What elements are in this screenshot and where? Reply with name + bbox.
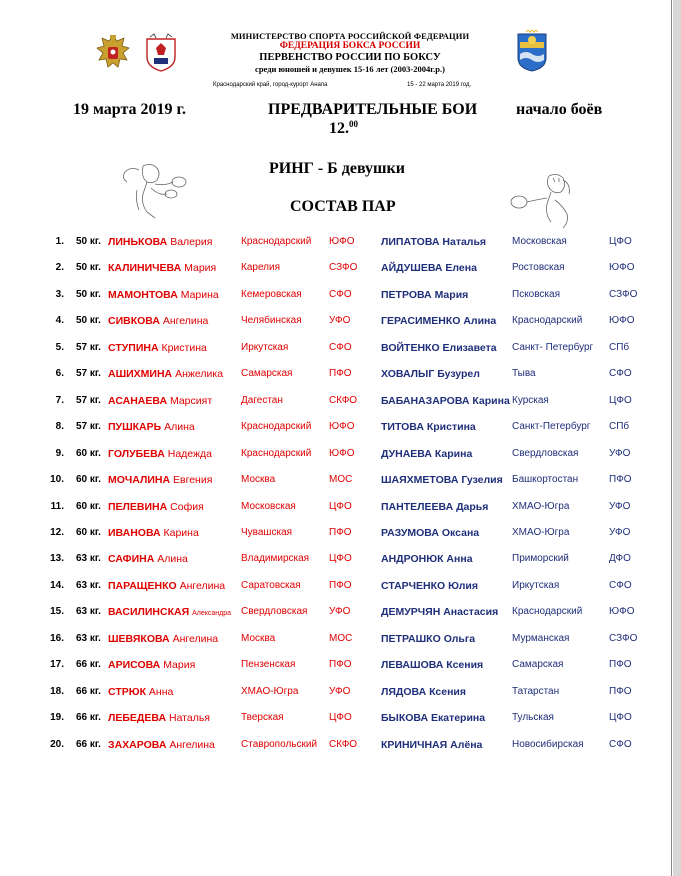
red-corner-boxer bbox=[108, 339, 207, 357]
blue-corner-region: Краснодарский bbox=[512, 315, 583, 327]
pair-number: 4. bbox=[55, 315, 64, 327]
pair-number: 18. bbox=[50, 685, 64, 697]
red-corner-district: СКФО bbox=[329, 394, 358, 406]
red-corner-region: Краснодарский bbox=[241, 421, 312, 433]
blue-corner-region: Башкортостан bbox=[512, 474, 579, 486]
blue-corner-first-name: Дарья bbox=[456, 500, 489, 513]
pair-number: 3. bbox=[55, 288, 64, 300]
blue-corner-first-name: Анна bbox=[446, 553, 473, 566]
blue-corner-district: ПФО bbox=[609, 474, 632, 486]
red-corner-surname: САФИНА bbox=[108, 553, 155, 566]
blue-corner-region: Санкт-Петербург bbox=[512, 421, 591, 433]
red-corner-first-name: Мария bbox=[163, 659, 196, 672]
red-corner-boxer bbox=[108, 445, 212, 463]
red-corner-surname: ПАРАЩЕНКО bbox=[108, 579, 177, 592]
blue-corner-region: Санкт- Петербург bbox=[512, 341, 594, 353]
blue-corner-district: СПб bbox=[609, 421, 630, 433]
ring-title: РИНГ - Б девушки bbox=[269, 160, 405, 177]
pair-row bbox=[0, 339, 681, 357]
pair-row bbox=[0, 365, 681, 383]
red-corner-surname: ШЕВЯКОВА bbox=[108, 632, 170, 645]
blue-corner-boxer bbox=[381, 339, 497, 357]
event-dates: 15 - 22 марта 2019 год. bbox=[407, 82, 472, 88]
blue-corner-surname: ВОЙТЕНКО bbox=[381, 341, 440, 354]
blue-corner-district: ЦФО bbox=[609, 712, 632, 724]
red-corner-surname: ГОЛУБЕВА bbox=[108, 447, 165, 460]
pair-row bbox=[0, 498, 681, 516]
red-corner-first-name: Алина bbox=[164, 421, 195, 434]
blue-corner-region: ХМАО-Югра bbox=[512, 526, 570, 538]
red-corner-district: СФО bbox=[329, 288, 352, 300]
blue-corner-region: Новосибирская bbox=[512, 738, 584, 750]
red-corner-district: ЮФО bbox=[329, 447, 355, 459]
blue-corner-surname: СТАРЧЕНКО bbox=[381, 579, 446, 592]
blue-corner-region: Свердловская bbox=[512, 447, 579, 459]
red-corner-boxer bbox=[108, 577, 225, 595]
red-corner-district: УФО bbox=[329, 685, 351, 697]
pair-row bbox=[0, 577, 681, 595]
pair-number: 14. bbox=[50, 579, 64, 591]
blue-corner-first-name: Алёна bbox=[450, 738, 483, 751]
blue-corner-region: Псковская bbox=[512, 288, 561, 300]
blue-corner-first-name: Карина bbox=[472, 394, 510, 407]
weight-category: 50 кг. bbox=[76, 315, 101, 327]
blue-corner-district: СФО bbox=[609, 738, 632, 750]
pair-number: 5. bbox=[55, 341, 64, 353]
weight-category: 60 кг. bbox=[76, 526, 101, 538]
blue-corner-surname: ЛЯДОВА bbox=[381, 685, 427, 698]
red-corner-region: Владимирская bbox=[241, 553, 310, 565]
red-corner-surname: СТРЮК bbox=[108, 685, 146, 698]
red-corner-district: ПФО bbox=[329, 526, 352, 538]
red-corner-first-name: Карина bbox=[163, 526, 199, 539]
red-corner-first-name: Ангелина bbox=[172, 632, 219, 645]
red-corner-boxer bbox=[108, 524, 199, 542]
blue-corner-surname: ПАНТЕЛЕЕВА bbox=[381, 500, 454, 513]
blue-corner-region: Тульская bbox=[512, 712, 554, 724]
red-corner-boxer bbox=[108, 498, 204, 516]
red-corner-region: Московская bbox=[241, 500, 296, 512]
red-corner-boxer bbox=[108, 736, 215, 754]
red-corner-first-name: Кристина bbox=[161, 341, 207, 354]
red-corner-boxer bbox=[108, 709, 210, 727]
pair-number: 1. bbox=[55, 236, 64, 247]
blue-corner-boxer bbox=[381, 630, 475, 648]
red-corner-district: СКФО bbox=[329, 738, 358, 750]
red-corner-region: Краснодарский bbox=[241, 447, 312, 459]
pair-number: 7. bbox=[55, 394, 64, 406]
pair-row bbox=[0, 233, 681, 251]
weight-category: 50 кг. bbox=[76, 236, 101, 247]
weight-category: 57 кг. bbox=[76, 368, 101, 380]
blue-corner-boxer bbox=[381, 683, 466, 701]
red-corner-district: ЮФО bbox=[329, 421, 355, 433]
red-corner-first-name: Валерия bbox=[170, 236, 213, 248]
blue-corner-first-name: Ксения bbox=[446, 659, 484, 672]
pair-row bbox=[0, 471, 681, 489]
weight-category: 66 кг. bbox=[76, 659, 101, 671]
pair-number: 13. bbox=[50, 553, 64, 565]
red-corner-boxer bbox=[108, 418, 195, 436]
red-corner-surname: АШИХМИНА bbox=[108, 368, 173, 381]
pair-number: 2. bbox=[55, 262, 64, 274]
blue-corner-region: Татарстан bbox=[512, 685, 560, 697]
red-corner-surname: ПУШКАРЬ bbox=[108, 421, 162, 434]
pair-row bbox=[0, 550, 681, 568]
blue-corner-district: ЮФО bbox=[609, 606, 635, 618]
blue-corner-region: Московская bbox=[512, 236, 567, 247]
start-label: начало боёв bbox=[516, 101, 603, 118]
pair-row bbox=[0, 286, 681, 304]
blue-corner-district: СФО bbox=[609, 579, 632, 591]
red-corner-district: ЦФО bbox=[329, 553, 352, 565]
blue-corner-region: Краснодарский bbox=[512, 606, 583, 618]
red-corner-boxer bbox=[108, 286, 219, 304]
document-header bbox=[0, 28, 681, 98]
blue-corner-boxer bbox=[381, 445, 472, 463]
pair-row bbox=[0, 736, 681, 754]
age-category: среди юношей и девушек 15-16 лет (2003-2004г.р.) bbox=[255, 64, 445, 74]
blue-corner-region: Иркутская bbox=[512, 579, 560, 591]
red-corner-surname: ЛЕБЕДЕВА bbox=[108, 712, 167, 725]
weight-category: 63 кг. bbox=[76, 579, 101, 591]
pair-row bbox=[0, 392, 681, 410]
blue-corner-boxer bbox=[381, 550, 473, 568]
blue-corner-district: ПФО bbox=[609, 659, 632, 671]
red-corner-surname: МАМОНТОВА bbox=[108, 288, 178, 301]
red-corner-first-name: Алина bbox=[157, 553, 188, 566]
blue-corner-boxer bbox=[381, 286, 468, 304]
pair-row bbox=[0, 445, 681, 463]
red-corner-district: СФО bbox=[329, 341, 352, 353]
boxer-sketch-left-icon bbox=[113, 160, 193, 222]
blue-corner-first-name: Наталья bbox=[442, 236, 487, 248]
red-corner-first-name: Анна bbox=[148, 685, 174, 698]
red-corner-boxer bbox=[108, 365, 223, 383]
blue-corner-boxer bbox=[381, 577, 478, 595]
pair-number: 17. bbox=[50, 659, 64, 671]
weight-category: 63 кг. bbox=[76, 606, 101, 618]
blue-corner-surname: ТИТОВА bbox=[381, 421, 424, 434]
blue-corner-district: УФО bbox=[609, 447, 631, 459]
red-corner-surname: СИВКОВА bbox=[108, 315, 160, 328]
blue-corner-first-name: Ольга bbox=[443, 632, 476, 645]
pair-row bbox=[0, 683, 681, 701]
blue-corner-district: ЦФО bbox=[609, 394, 632, 406]
red-corner-district: ЮФО bbox=[329, 236, 355, 247]
blue-corner-surname: ЛИПАТОВА bbox=[381, 236, 440, 248]
weight-category: 63 кг. bbox=[76, 553, 101, 565]
blue-corner-boxer bbox=[381, 259, 477, 277]
red-corner-district: МОС bbox=[329, 474, 353, 486]
red-corner-region: Челябинская bbox=[241, 315, 302, 327]
blue-corner-first-name: Карина bbox=[434, 447, 473, 460]
red-corner-district: МОС bbox=[329, 632, 353, 644]
pair-row bbox=[0, 259, 681, 277]
red-corner-district: УФО bbox=[329, 315, 351, 327]
blue-corner-boxer bbox=[381, 498, 488, 516]
blue-corner-boxer bbox=[381, 392, 510, 410]
red-corner-boxer bbox=[108, 471, 212, 489]
stage-title: ПРЕДВАРИТЕЛЬНЫЕ БОИ bbox=[268, 101, 478, 118]
red-corner-district: ПФО bbox=[329, 368, 352, 380]
blue-corner-surname: ЛЕВАШОВА bbox=[381, 659, 444, 672]
blue-corner-boxer bbox=[381, 736, 482, 754]
red-corner-surname: СТУПИНА bbox=[108, 341, 159, 354]
pair-number: 19. bbox=[50, 712, 64, 724]
blue-corner-first-name: Елизавета bbox=[442, 341, 497, 354]
red-corner-first-name: Марсият bbox=[169, 394, 213, 407]
ministry-title: МИНИСТЕРСТВО СПОРТА РОССИЙСКОЙ ФЕДЕРАЦИИ bbox=[230, 31, 470, 41]
blue-corner-surname: КРИНИЧНАЯ bbox=[381, 738, 448, 751]
red-corner-surname: АСАНАЕВА bbox=[108, 394, 168, 407]
pair-row bbox=[0, 630, 681, 648]
start-time bbox=[329, 119, 358, 138]
blue-corner-first-name: Анастасия bbox=[443, 606, 499, 619]
blue-corner-district: УФО bbox=[609, 500, 631, 512]
pair-number: 6. bbox=[55, 368, 64, 380]
weight-category: 60 кг. bbox=[76, 447, 101, 459]
red-corner-boxer bbox=[108, 630, 218, 648]
blue-corner-district: ДФО bbox=[609, 553, 631, 565]
red-corner-first-name: Мария bbox=[184, 262, 217, 275]
event-location: Краснодарский край, город-курорт Анапа bbox=[213, 82, 328, 88]
red-corner-district: СЗФО bbox=[329, 262, 358, 274]
boxer-sketch-right-icon bbox=[503, 170, 583, 232]
red-corner-boxer bbox=[108, 683, 173, 701]
red-corner-district: ПФО bbox=[329, 579, 352, 591]
red-corner-region: Дагестан bbox=[241, 394, 283, 406]
blue-corner-district: ЮФО bbox=[609, 262, 635, 274]
blue-corner-surname: АЙДУШЕВА bbox=[381, 262, 443, 275]
pair-row bbox=[0, 656, 681, 674]
red-corner-region: Кемеровская bbox=[241, 288, 302, 300]
blue-corner-surname: АНДРОНЮК bbox=[381, 553, 444, 566]
bout-date: 19 марта 2019 г. bbox=[73, 101, 186, 118]
blue-corner-first-name: Кристина bbox=[426, 421, 476, 434]
blue-corner-district: СФО bbox=[609, 368, 632, 380]
red-corner-first-name: Надежда bbox=[167, 447, 212, 460]
red-corner-first-name: Евгения bbox=[173, 474, 213, 487]
red-corner-district: ПФО bbox=[329, 659, 352, 671]
weight-category: 50 кг. bbox=[76, 288, 101, 300]
red-corner-first-name: Ангелина bbox=[169, 738, 215, 751]
blue-corner-first-name: Екатерина bbox=[430, 712, 486, 725]
blue-corner-boxer bbox=[381, 312, 496, 330]
red-corner-region: Пензенская bbox=[241, 659, 296, 671]
red-corner-first-name: Марина bbox=[180, 288, 219, 301]
weight-category: 66 кг. bbox=[76, 738, 101, 750]
blue-corner-first-name: Бузурел bbox=[437, 368, 480, 381]
blue-corner-surname: ПЕТРАШКО bbox=[381, 632, 441, 645]
red-corner-surname: ПЕЛЕВИНА bbox=[108, 500, 168, 513]
blue-corner-surname: РАЗУМОВА bbox=[381, 526, 439, 539]
blue-corner-region: Приморский bbox=[512, 553, 569, 565]
blue-corner-surname: ПЕТРОВА bbox=[381, 288, 432, 301]
red-corner-region: Москва bbox=[241, 474, 276, 486]
red-corner-boxer bbox=[108, 312, 208, 330]
blue-corner-district: СПб bbox=[609, 341, 630, 353]
blue-corner-district: ПФО bbox=[609, 685, 632, 697]
blue-corner-boxer bbox=[381, 709, 485, 727]
weight-category: 50 кг. bbox=[76, 262, 101, 274]
pair-number: 10. bbox=[50, 474, 64, 486]
start-hour: 12. bbox=[329, 120, 349, 137]
red-corner-first-name: Анжелика bbox=[175, 368, 224, 381]
weight-category: 57 кг. bbox=[76, 341, 101, 353]
blue-corner-surname: ХОВАЛЫГ bbox=[381, 368, 435, 381]
blue-corner-boxer bbox=[381, 656, 483, 674]
blue-corner-first-name: Ксения bbox=[429, 685, 467, 698]
blue-corner-first-name: Гузелия bbox=[461, 474, 503, 487]
blue-corner-first-name: Мария bbox=[434, 288, 469, 301]
red-corner-region: Саратовская bbox=[241, 579, 301, 591]
pair-row bbox=[0, 524, 681, 542]
pair-row bbox=[0, 603, 681, 621]
federation-title: ФЕДЕРАЦИЯ БОКСА РОССИИ bbox=[279, 41, 421, 51]
red-corner-first-name: София bbox=[170, 500, 204, 513]
blue-corner-district: СЗФО bbox=[609, 288, 638, 300]
pair-number: 15. bbox=[50, 606, 64, 618]
weight-category: 66 кг. bbox=[76, 685, 101, 697]
weight-category: 60 кг. bbox=[76, 474, 101, 486]
blue-corner-district: СЗФО bbox=[609, 632, 638, 644]
red-corner-district: УФО bbox=[329, 606, 351, 618]
blue-corner-surname: БАБАНАЗАРОВА bbox=[381, 394, 470, 407]
red-corner-first-name: Ангелина bbox=[162, 315, 209, 328]
blue-corner-boxer bbox=[381, 603, 498, 621]
blue-corner-surname: ДЕМУРЧЯН bbox=[381, 606, 441, 619]
weight-category: 57 кг. bbox=[76, 394, 101, 406]
pair-number: 9. bbox=[55, 447, 64, 459]
blue-corner-first-name: Оксана bbox=[441, 526, 480, 539]
red-corner-boxer bbox=[108, 259, 216, 277]
pair-number: 12. bbox=[50, 526, 64, 538]
pair-row bbox=[0, 418, 681, 436]
red-corner-region: Тверская bbox=[241, 712, 284, 724]
pair-number: 11. bbox=[50, 500, 64, 512]
championship-title: ПЕРВЕНСТВО РОССИИ ПО БОКСУ bbox=[259, 52, 441, 63]
red-corner-region: Самарская bbox=[241, 368, 293, 380]
red-corner-region: Чувашская bbox=[241, 526, 293, 538]
blue-corner-boxer bbox=[381, 233, 486, 251]
weight-category: 66 кг. bbox=[76, 712, 101, 724]
blue-corner-boxer bbox=[381, 365, 480, 383]
red-corner-boxer bbox=[108, 550, 188, 568]
weight-category: 63 кг. bbox=[76, 632, 101, 644]
red-corner-region: Карелия bbox=[241, 262, 281, 274]
blue-corner-surname: ДУНАЕВА bbox=[381, 447, 432, 460]
red-corner-boxer bbox=[108, 656, 195, 674]
red-corner-region: Краснодарский bbox=[241, 236, 312, 247]
blue-corner-district: ЦФО bbox=[609, 236, 632, 247]
blue-corner-region: Самарская bbox=[512, 659, 564, 671]
red-corner-surname: ВАСИЛИНСКАЯ bbox=[108, 606, 190, 619]
red-corner-surname: АРИСОВА bbox=[108, 659, 161, 672]
blue-corner-region: Мурманская bbox=[512, 632, 570, 644]
red-corner-boxer bbox=[108, 603, 231, 623]
pair-row bbox=[0, 312, 681, 330]
red-corner-surname: ИВАНОВА bbox=[108, 526, 161, 539]
blue-corner-surname: ГЕРАСИМЕНКО bbox=[381, 315, 461, 328]
blue-corner-boxer bbox=[381, 471, 503, 489]
red-corner-region: Свердловская bbox=[241, 606, 308, 618]
red-corner-surname: ЛИНЬКОВА bbox=[108, 236, 168, 248]
blue-corner-first-name: Елена bbox=[445, 262, 477, 275]
red-corner-first-name: Наталья bbox=[168, 712, 210, 725]
weight-category: 60 кг. bbox=[76, 500, 101, 512]
red-corner-first-name: Ангелина bbox=[179, 579, 226, 592]
red-corner-region: ХМАО-Югра bbox=[241, 685, 299, 697]
pairs-title: СОСТАВ ПАР bbox=[290, 198, 396, 215]
red-corner-surname: КАЛИНИЧЕВА bbox=[108, 262, 182, 275]
weight-category: 57 кг. bbox=[76, 421, 101, 433]
blue-corner-region: Ростовская bbox=[512, 262, 565, 274]
blue-corner-region: ХМАО-Югра bbox=[512, 500, 570, 512]
red-corner-first-name: Александра bbox=[192, 610, 231, 618]
red-corner-boxer bbox=[108, 233, 212, 251]
blue-corner-district: УФО bbox=[609, 526, 631, 538]
blue-corner-surname: ШАЯХМЕТОВА bbox=[381, 474, 459, 487]
red-corner-district: ЦФО bbox=[329, 500, 352, 512]
red-corner-surname: МОЧАЛИНА bbox=[108, 474, 171, 487]
blue-corner-boxer bbox=[381, 524, 479, 542]
red-corner-surname: ЗАХАРОВА bbox=[108, 738, 167, 751]
pair-number: 20. bbox=[50, 738, 64, 750]
blue-corner-boxer bbox=[381, 418, 476, 436]
pair-row bbox=[0, 709, 681, 727]
blue-corner-surname: БЫКОВА bbox=[381, 712, 429, 725]
blue-corner-region: Тыва bbox=[512, 368, 536, 380]
pair-number: 8. bbox=[55, 421, 64, 433]
red-corner-district: ЦФО bbox=[329, 712, 352, 724]
red-corner-region: Москва bbox=[241, 632, 276, 644]
blue-corner-first-name: Юлия bbox=[448, 579, 478, 592]
start-minutes: 00 bbox=[349, 119, 358, 129]
blue-corner-district: ЮФО bbox=[609, 315, 635, 327]
red-corner-region: Ставропольский bbox=[241, 738, 318, 750]
blue-corner-first-name: Алина bbox=[463, 315, 497, 328]
red-corner-region: Иркутская bbox=[241, 341, 289, 353]
pair-number: 16. bbox=[50, 632, 64, 644]
blue-corner-region: Курская bbox=[512, 394, 549, 406]
red-corner-boxer bbox=[108, 392, 212, 410]
